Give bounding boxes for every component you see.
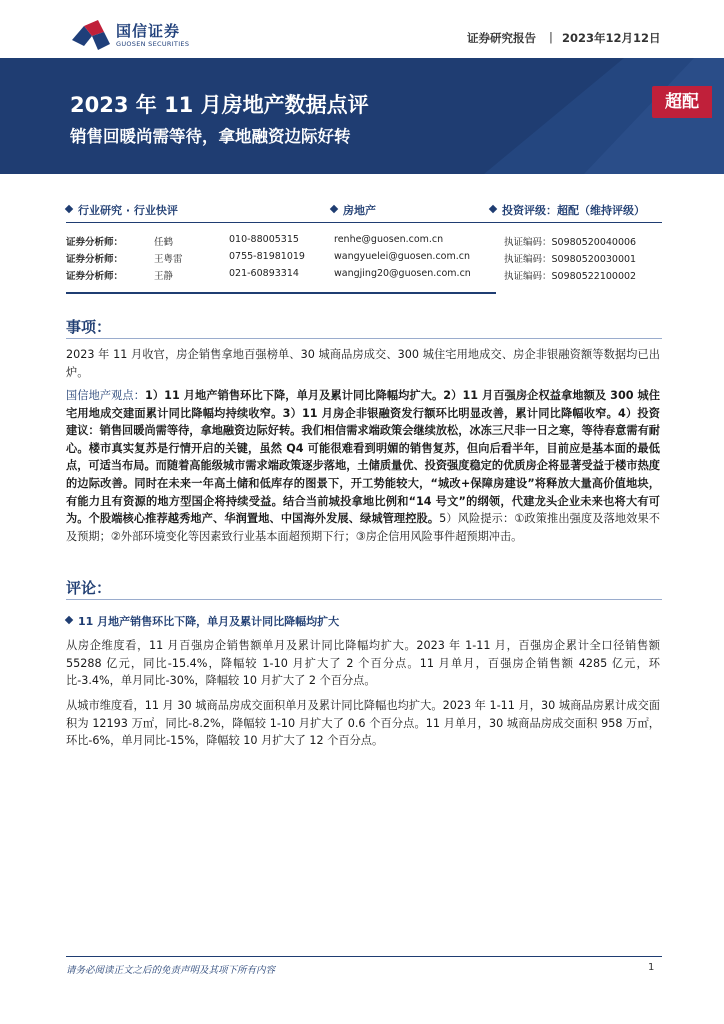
comment-heading: 评论： — [66, 579, 112, 597]
guosen-logo — [70, 18, 220, 52]
diamond-bullet-icon — [65, 205, 73, 213]
analyst-row — [66, 268, 662, 285]
view-text: 1）11 月地产销售环比下降，单月及累计同比降幅均扩大。2）11 月百强房企权益拿地额及 300 城住宅用地成交建面累计同比降幅均持续收窄。3）11 月房企非银融资发行额环比明显改善，累计同比降幅收窄。4）投资建议：销售回暖尚需等待，拿地融资边际好转。我们相信需求端政策会继续放松，冰冻三尺非一日之寒，等待春意需有耐心。楼市真实复苏是行情开启的关键，虽然 Q4 可能很难看到明媚的销售复苏，但向后看半年，目前应是基本面的最低点，可适当布局。而随着高能级城市需求端政策逐步落地，土储质量优、投资强度稳定的优质房企将显著受益于楼市热度的边际改善。同时在未来一年高土储和低库存的图景下，开工势能较大，“城改+保障房建设”将释放大量高价值地块，有能力且有资源的地方型国企将持续受益。结合当前城投拿地比例和“14 号文”的纲领，代建龙头企业未来也将大有可为。个股端核心推荐越秀地产、华润置地、中国海外发展、绿城管理控股。 — [66, 389, 660, 526]
analyst-phone: 021-60893314 — [229, 268, 299, 279]
guosen-logo-icon — [70, 18, 112, 52]
comment-bullet-text: 11 月地产销售环比下降，单月及累计同比降幅均扩大 — [78, 615, 340, 628]
industry-label: 房地产 — [343, 204, 376, 217]
analyst-label: 证券分析师： — [66, 271, 124, 282]
rating-badge: 超配 — [652, 86, 712, 118]
analyst-cert: 执证编码：S0980520030001 — [504, 254, 637, 265]
page-header — [0, 0, 724, 58]
analyst-label: 证券分析师： — [66, 237, 124, 248]
section-divider — [66, 599, 662, 600]
rating-label: 投资评级：超配（维持评级） — [502, 204, 645, 217]
diamond-bullet-icon — [65, 616, 73, 624]
report-date: 2023年12月12日 — [562, 31, 661, 45]
meta-rating — [490, 202, 645, 218]
report-subtitle: 销售回暖尚需等待，拿地融资边际好转 — [70, 127, 351, 146]
meta-category — [66, 202, 178, 218]
analyst-row — [66, 251, 662, 268]
meta-industry — [331, 202, 376, 218]
analyst-label: 证券分析师： — [66, 254, 124, 265]
header-separator: | — [549, 30, 553, 44]
analyst-email[interactable]: wangyuelei@guosen.com.cn — [334, 251, 471, 262]
diamond-bullet-icon — [330, 205, 338, 213]
analyst-name: 王静 — [154, 271, 174, 282]
analyst-name: 任鹤 — [154, 237, 174, 248]
logo-text-cn: 国信证券 — [116, 22, 181, 40]
page-number: 1 — [648, 962, 655, 973]
analyst-phone: 010-88005315 — [229, 234, 299, 245]
report-type: 证券研究报告 — [467, 31, 536, 45]
analyst-divider — [66, 292, 496, 294]
event-paragraph: 2023 年 11 月收官，房企销售拿地百强榜单、30 城商品房成交、300 城住宅用地成交、房企非银融资额等数据均已出炉。 — [66, 348, 660, 379]
logo-text-en: GUOSEN SECURITIES — [116, 40, 190, 48]
comment-paragraph-2: 从城市维度看，11 月 30 城商品房成交面积单月及累计同比降幅也均扩大。2023 年 1-11 月，30 城商品房累计成交面积为 12193 万㎡，同比-8.2%，降幅较 1-10 月扩大了 0.6 个百分点。11 月单月，30 城商品房成交面积 958 万㎡，环比-6%，单月同比-15%，降幅较 10 月扩大了 12 个百分点。 — [66, 699, 660, 748]
analyst-email[interactable]: wangjing20@guosen.com.cn — [334, 268, 471, 279]
analyst-email[interactable]: renhe@guosen.com.cn — [334, 234, 444, 245]
analyst-phone: 0755-81981019 — [229, 251, 305, 262]
view-lead: 国信地产观点： — [66, 389, 145, 402]
comment-bullet — [66, 613, 339, 629]
report-title: 2023 年 11 月房地产数据点评 — [70, 93, 369, 117]
meta-divider — [66, 222, 662, 223]
footer-disclaimer: 请务必阅读正文之后的免责声明及其项下所有内容 — [66, 965, 276, 976]
event-heading: 事项： — [66, 318, 112, 336]
footer-divider — [66, 956, 662, 957]
diamond-bullet-icon — [489, 205, 497, 213]
analyst-cert: 执证编码：S0980522100002 — [504, 271, 637, 282]
comment-paragraph-1: 从房企维度看，11 月百强房企销售额单月及累计同比降幅均扩大。2023 年 1-11 月，百强房企累计全口径销售额 55288 亿元，同比-15.4%，降幅较 1-10 月扩大了 2 个百分点。11 月单月，百强房企销售额 4285 亿元，环比-3.4%，单月同比-30%，降幅较 10 月扩大了 2 个百分点。 — [66, 639, 660, 688]
category-label: 行业研究 · 行业快评 — [78, 204, 178, 217]
title-banner — [0, 58, 724, 174]
analyst-name: 王粤雷 — [154, 254, 183, 265]
section-divider — [66, 338, 662, 339]
analyst-row — [66, 234, 662, 251]
view-paragraph — [66, 387, 660, 545]
risk-text: 5）风险提示：①政策推出强度及落地效果不及预期；②外部环境变化等因素致行业基本面超预期下行；③房企信用风险事件超预期冲击。 — [66, 512, 660, 543]
analyst-cert: 执证编码：S0980520040006 — [504, 237, 637, 248]
